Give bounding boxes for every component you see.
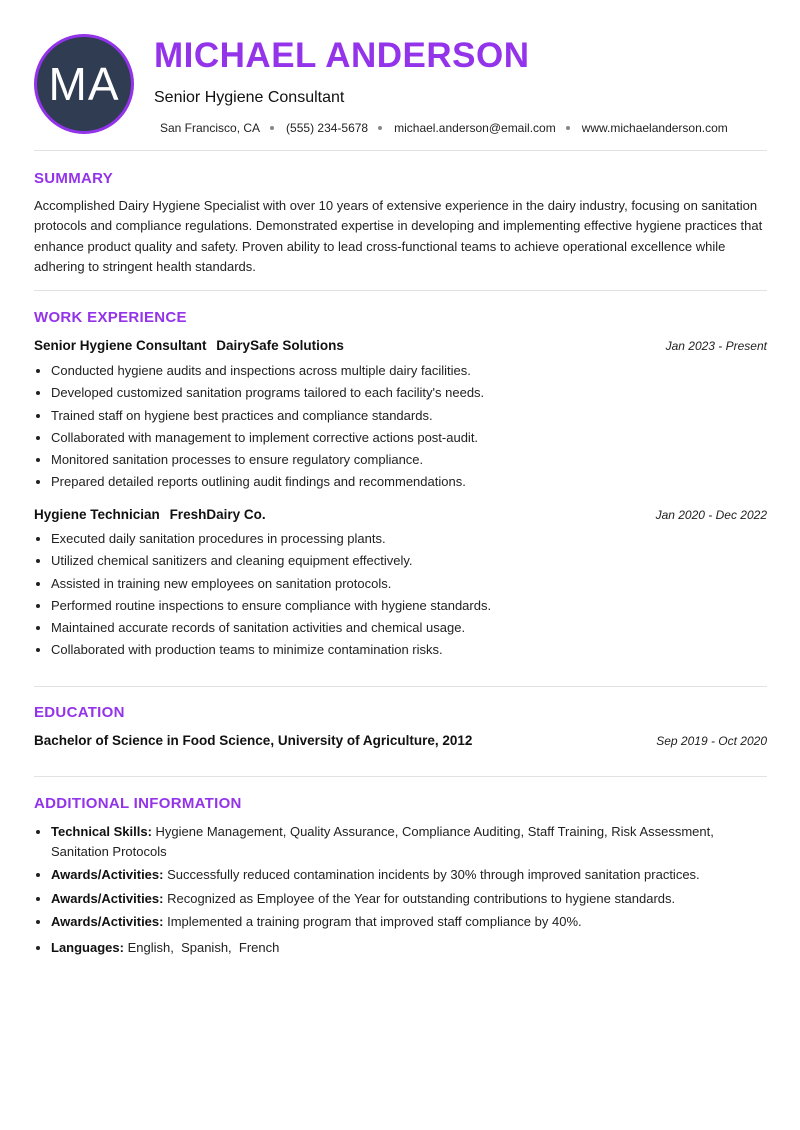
item-text: English, Spanish, French <box>127 939 280 955</box>
list-item: • Trained staff on hygiene best practices and compliance standards. <box>51 405 767 427</box>
summary-heading: SUMMARY <box>34 170 114 187</box>
candidate-name: MICHAEL ANDERSON <box>154 36 530 75</box>
job-header <box>34 507 767 522</box>
degree: Bachelor of Science in Food Science, University of Agriculture, 2012 <box>34 733 473 748</box>
education-entry <box>34 733 767 748</box>
list-item <box>51 889 767 909</box>
list-item: • Assisted in training new employees on sanitation protocols. <box>51 573 767 595</box>
job-role: Hygiene Technician <box>34 507 160 522</box>
summary-text: Accomplished Dairy Hygiene Specialist with over 10 years of extensive experience in the dairy industry, focusing on sanitation protocols and compliance regulations. Demonstrated expertise in developing and implementing effective hygiene practices that enhance product quality and safety. Proven ability to lead cross-functional teams to achieve operational excellence while adhering to stringent health standards. <box>34 198 763 274</box>
job-company: DairySafe Solutions <box>216 338 344 353</box>
job-dates: Jan 2023 - Present <box>665 339 767 353</box>
job-company: FreshDairy Co. <box>169 507 266 522</box>
education-dates: Sep 2019 - Oct 2020 <box>656 734 767 748</box>
divider <box>34 290 767 291</box>
contact-info <box>160 121 728 135</box>
list-item: • Utilized chemical sanitizers and cleaning equipment effectively. <box>51 550 767 572</box>
item-label: Awards/Activities: <box>51 914 164 929</box>
divider <box>34 150 767 151</box>
avatar <box>34 34 134 134</box>
list-item <box>51 865 767 885</box>
contact-website: www.michaelanderson.com <box>581 121 728 135</box>
job-bullets <box>34 360 767 494</box>
job-role: Senior Hygiene Consultant <box>34 338 207 353</box>
list-item: • Conducted hygiene audits and inspections across multiple dairy facilities. <box>51 360 767 382</box>
additional-info-heading: ADDITIONAL INFORMATION <box>34 795 242 812</box>
job-dates: Jan 2020 - Dec 2022 <box>655 508 767 522</box>
list-item: • Developed customized sanitation programs tailored to each facility's needs. <box>51 382 767 404</box>
contact-phone: (555) 234-5678 <box>286 121 369 135</box>
list-item: • Monitored sanitation processes to ensure regulatory compliance. <box>51 449 767 471</box>
contact-location: San Francisco, CA <box>160 121 261 135</box>
avatar-initials: MA <box>48 58 120 110</box>
list-item: • Prepared detailed reports outlining audit findings and recommendations. <box>51 471 767 493</box>
contact-email: michael.anderson@email.com <box>394 121 556 135</box>
list-item: • Maintained accurate records of sanitation activities and chemical usage. <box>51 617 767 639</box>
item-label: Technical Skills: <box>51 824 152 839</box>
divider <box>34 686 767 687</box>
bullet-separator-icon <box>378 126 382 130</box>
item-label: Awards/Activities: <box>51 867 164 882</box>
education-heading: EDUCATION <box>34 704 125 721</box>
job-bullets <box>34 528 767 662</box>
divider <box>34 776 767 777</box>
bullet-separator-icon <box>566 126 570 130</box>
item-text: Successfully reduced contamination incidents by 30% through improved sanitation practices. <box>167 867 700 882</box>
item-text: Implemented a training program that improved staff compliance by 40%. <box>167 914 582 929</box>
bullet-separator-icon <box>270 126 274 130</box>
work-experience-heading: WORK EXPERIENCE <box>34 309 187 326</box>
list-item <box>51 822 767 861</box>
list-item: • Performed routine inspections to ensure compliance with hygiene standards. <box>51 595 767 617</box>
additional-info-list <box>34 822 767 961</box>
list-item <box>51 912 767 932</box>
item-text: Recognized as Employee of the Year for outstanding contributions to hygiene standards. <box>167 890 676 906</box>
item-label: Awards/Activities: <box>51 890 164 906</box>
job-header <box>34 338 767 353</box>
item-text: Hygiene Management, Quality Assurance, Compliance Auditing, Staff Training, Risk Assessment, Sanitation Protocols <box>51 824 714 859</box>
list-item <box>51 938 767 958</box>
list-item: • Executed daily sanitation procedures in processing plants. <box>51 528 767 550</box>
list-item: • Collaborated with production teams to minimize contamination risks. <box>51 639 767 661</box>
item-label: Languages: <box>51 939 124 955</box>
candidate-title: Senior Hygiene Consultant <box>154 89 345 106</box>
list-item: • Collaborated with management to implement corrective actions post-audit. <box>51 427 767 449</box>
